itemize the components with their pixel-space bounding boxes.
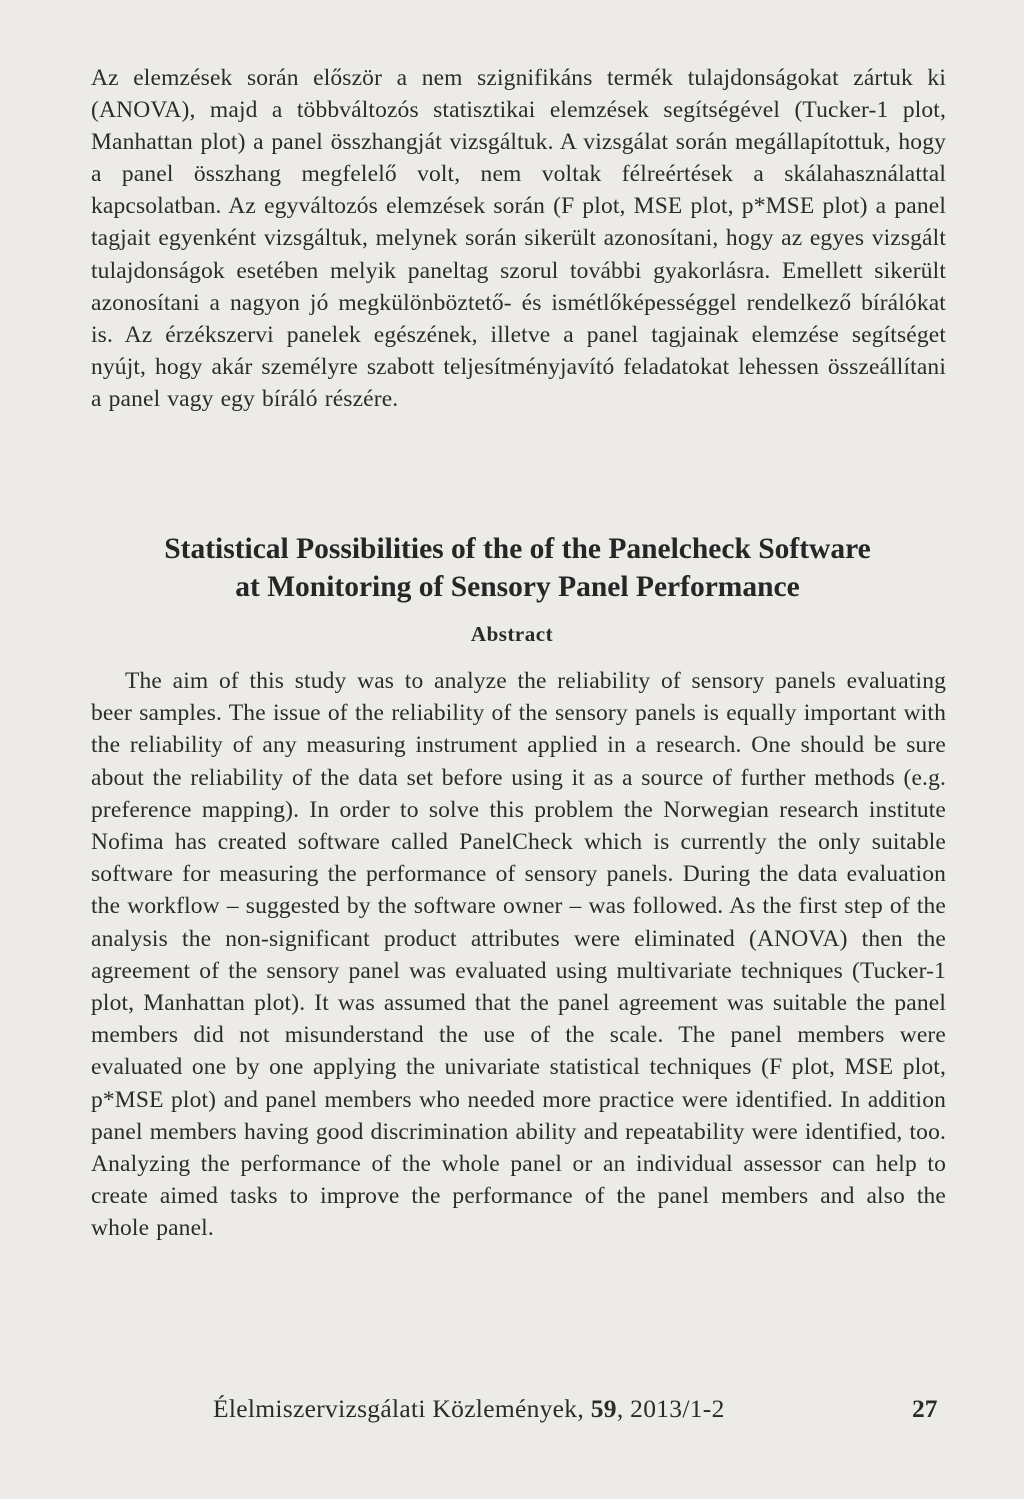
article-title: [60, 530, 975, 606]
title-line-2: at Monitoring of Sensory Panel Performance: [235, 571, 800, 603]
journal-volume: 59: [590, 1394, 617, 1423]
title-line-1: Statistical Possibilities of the of the Panelcheck Software: [164, 533, 871, 565]
abstract-paragraph: The aim of this study was to analyze the reliability of sensory panels evaluating beer samples. The issue of the reliability of the sensory panels is equally important with the reliability of any measuring instrument applied in a research. One should be sure about the reliability of the data set before using it as a source of further methods (e.g. preference mapping). In order to solve this problem the Norwegian research institute Nofima has created software called PanelCheck which is currently the only suitable software for measuring the performance of sensory panels. During the data evaluation the workflow – suggested by the software owner – was followed. As the first step of the analysis the non-significant product attributes were eliminated (ANOVA) then the agreement of the sensory panel was evaluated using multivariate techniques (Tucker-1 plot, Manhattan plot). It was assumed that the panel agreement was suitable the panel members did not misunderstand the use of the scale. The panel members were evaluated one by one applying the univariate statistical techniques (F plot, MSE plot, p*MSE plot) and panel members who needed more practice were identified. In addition panel members having good discrimination ability and repeatability were identified, too. Analyzing the performance of the whole panel or an individual assessor can help to create aimed tasks to improve the performance of the panel members and also the whole panel.: [91, 668, 946, 1242]
abstract-heading: Abstract: [470, 622, 554, 646]
journal-issue: , 2013/1-2: [616, 1394, 725, 1423]
journal-name: Élelmiszervizsgálati Közlemények,: [213, 1394, 585, 1423]
page-number: 27: [912, 1394, 938, 1423]
page-footer: [0, 1392, 1024, 1432]
hungarian-summary-paragraph: Az elemzések során először a nem szignifikáns termék tulajdonságokat zártuk ki (ANOVA), majd a többváltozós statisztikai elemzések segítségével (Tucker-1 plot, Manhattan plot) a panel összhangját vizsgáltuk. A vizsgálat során megállapítottuk, hogy a panel összhang megfelelő volt, nem voltak félreértések a skálahasználattal kapcsolatban. Az egyváltozós elemzések során (F plot, MSE plot, p*MSE plot) a panel tagjait egyenként vizsgáltuk, melynek során sikerült azonosítani, hogy az egyes vizsgált tulajdonságok esetében melyik paneltag szorul további gyakorlásra. Emellett sikerült azonosítani a nagyon jó megkülönböztető- és ismétlőképességgel rendelkező bírálókat is. Az érzékszervi panelek egészének, illetve a panel tagjainak elemzése segítséget nyújt, hogy akár személyre szabott teljesítményjavító feladatokat lehessen összeállítani a panel vagy egy bíráló részére.: [91, 65, 946, 412]
footer-journal-citation: [213, 1392, 725, 1426]
